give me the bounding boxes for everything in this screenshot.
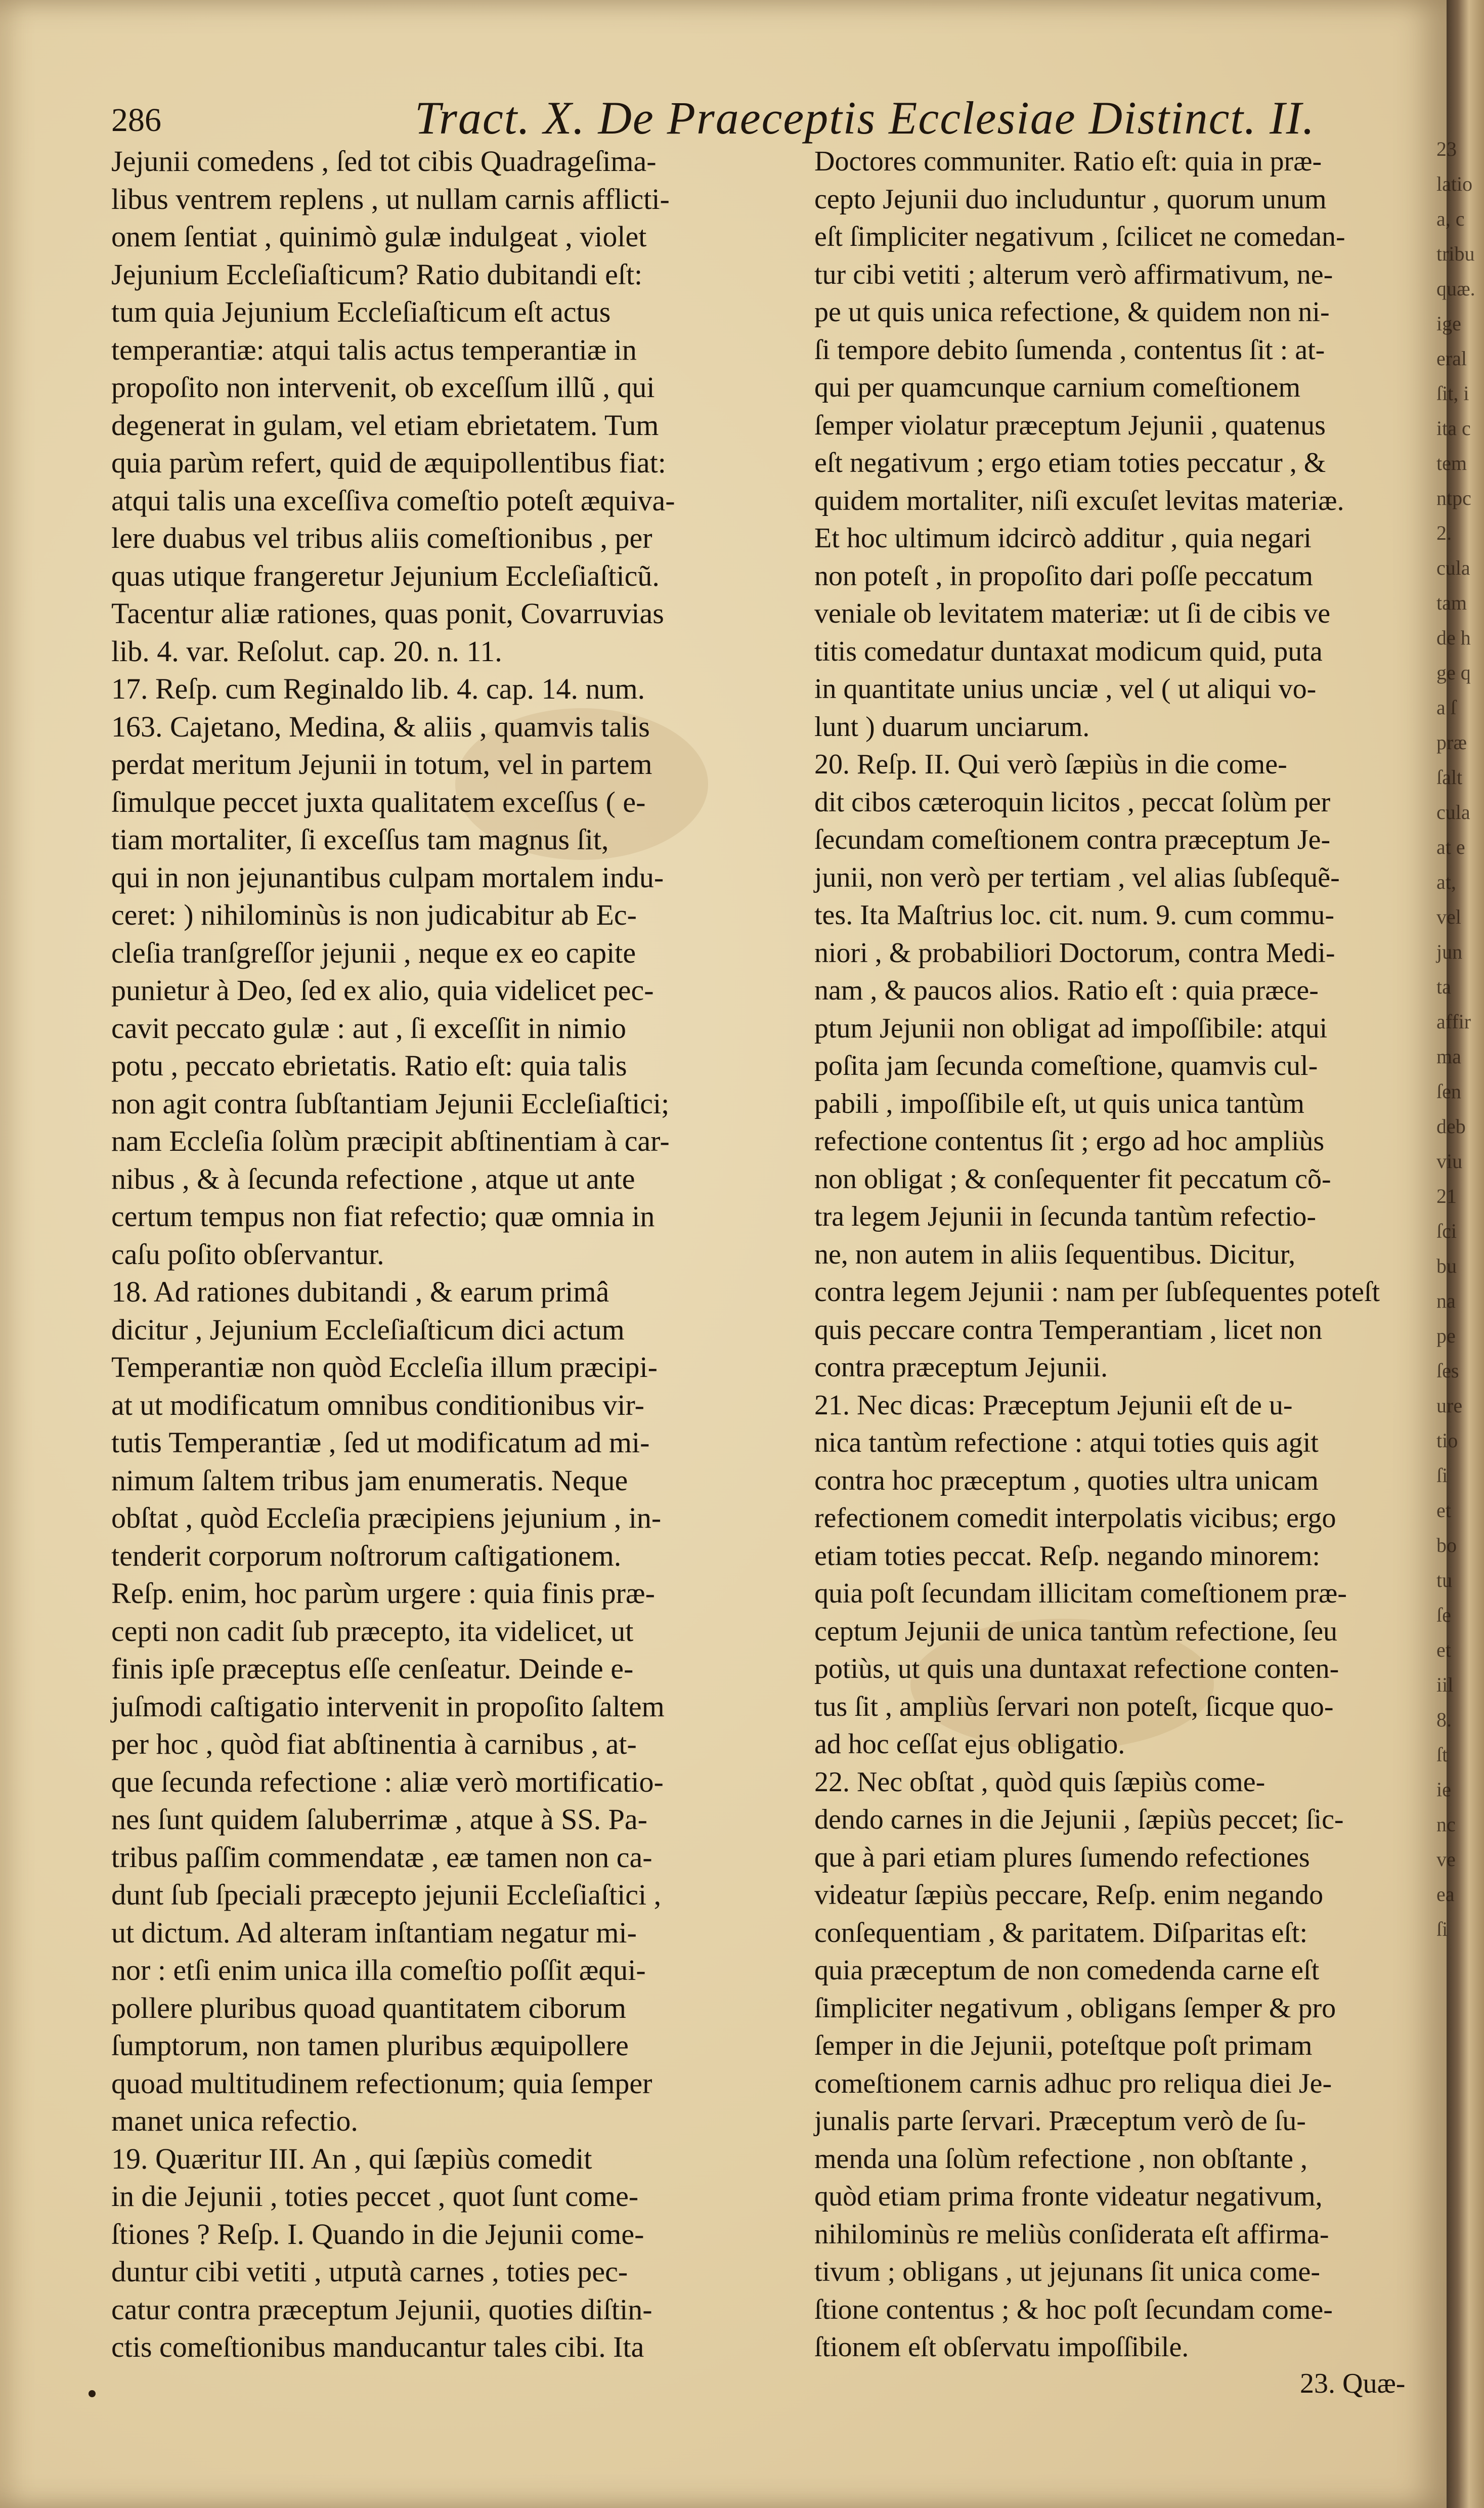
margin-fragment: vel bbox=[1436, 905, 1461, 928]
margin-fragment: ve bbox=[1436, 1848, 1456, 1871]
text-line: lunt ) duarum unciarum. bbox=[814, 711, 1090, 743]
text-line: nihilominùs re meliùs conſiderata eſt affirma- bbox=[814, 2218, 1329, 2250]
margin-fragment: ſit, i bbox=[1436, 382, 1469, 405]
text-line: tus ſit , ampliùs ſervari non poteſt, ſicque quo- bbox=[814, 1691, 1334, 1722]
text-line: ſemper violatur præceptum Jejunii , quatenus bbox=[814, 409, 1326, 441]
text-line: ceptum Jejunii de unica tantùm refectione, ſeu bbox=[814, 1615, 1338, 1647]
text-line: contra hoc præceptum , quoties ultra unicam bbox=[814, 1464, 1319, 1496]
text-line: 22. Nec obſtat , quòd quis ſæpiùs come- bbox=[814, 1766, 1265, 1798]
margin-fragment: tio bbox=[1436, 1429, 1458, 1452]
text-line: ptum Jejunii non obligat ad impoſſibile: atqui bbox=[814, 1012, 1328, 1044]
margin-fragment: ſes bbox=[1436, 1359, 1459, 1382]
text-line: non poteſt , in propoſito dari poſſe peccatum bbox=[814, 560, 1313, 592]
text-line: cepti non cadit ſub præcepto, ita videlicet, ut bbox=[111, 1614, 634, 1648]
text-line: eſt negativum ; ergo etiam toties peccatur , & bbox=[814, 447, 1326, 479]
text-line: potiùs, ut quis una duntaxat refectione conten- bbox=[814, 1653, 1339, 1684]
text-line: libus ventrem replens , ut nullam carnis afflicti- bbox=[111, 182, 670, 215]
text-line: in die Jejunii , toties peccet , quot ſunt come- bbox=[111, 2180, 639, 2213]
margin-fragment: et bbox=[1436, 1499, 1451, 1522]
margin-fragment: et bbox=[1436, 1638, 1451, 1661]
text-line: tra legem Jejunii in ſecunda tantùm refectio- bbox=[814, 1201, 1317, 1232]
text-line: tiam mortaliter, ſi exceſſus tam magnus ſit, bbox=[111, 823, 609, 856]
text-line: refectione contentus ſit ; ergo ad hoc ampliùs bbox=[814, 1126, 1325, 1157]
margin-fragment: ſt bbox=[1436, 1743, 1448, 1766]
margin-fragment: jun bbox=[1436, 940, 1463, 963]
text-line: comeſtionem carnis adhuc pro reliqua diei Je- bbox=[814, 2067, 1332, 2099]
margin-fragment: ſen bbox=[1436, 1080, 1461, 1103]
margin-fragment: 23 bbox=[1436, 138, 1457, 160]
margin-fragment: ge q bbox=[1436, 661, 1471, 684]
text-line: ſecundam comeſtionem contra præceptum Je- bbox=[814, 824, 1331, 855]
text-line: 17. Reſp. cum Reginaldo lib. 4. cap. 14. num. bbox=[111, 672, 645, 705]
text-line: ſi tempore debito ſumenda , contentus ſit : at- bbox=[814, 334, 1325, 366]
margin-fragment: ita c bbox=[1436, 417, 1471, 440]
margin-fragment: ea bbox=[1436, 1883, 1455, 1906]
margin-fragment: bu bbox=[1436, 1255, 1457, 1277]
text-line: pe ut quis unica refectione, & quidem non ni- bbox=[814, 296, 1330, 328]
text-line: cepto Jejunii duo includuntur , quorum unum bbox=[814, 183, 1327, 215]
margin-fragment: eral bbox=[1436, 347, 1467, 370]
text-line: qui in non jejunantibus culpam mortalem indu- bbox=[111, 860, 664, 894]
text-line: poſita jam ſecunda comeſtione, quamvis cul- bbox=[814, 1050, 1318, 1082]
text-line: 20. Reſp. II. Qui verò ſæpiùs in die come- bbox=[814, 749, 1287, 780]
text-line: ſtionem eſt obſervatu impoſſibile. bbox=[814, 2331, 1189, 2363]
text-line: ctis comeſtionibus manducantur tales cibi. Ita bbox=[111, 2330, 644, 2363]
text-line: videatur ſæpiùs peccare, Reſp. enim negando bbox=[814, 1879, 1324, 1911]
margin-fragment: 2. bbox=[1436, 522, 1452, 544]
text-line: nam Eccleſia ſolùm præcipit abſtinentiam à car- bbox=[111, 1125, 670, 1157]
text-line: junalis parte ſervari. Præceptum verò de ſu- bbox=[814, 2105, 1306, 2137]
text-line: temperantiæ: atqui talis actus temperantiæ in bbox=[111, 333, 637, 366]
text-line: 21. Nec dicas: Præceptum Jejunii eſt de u- bbox=[814, 1389, 1293, 1421]
text-line: nibus , & à ſecunda refectione , atque ut ante bbox=[111, 1162, 635, 1195]
text-line: niori , & probabiliori Doctorum, contra Medi- bbox=[814, 937, 1335, 969]
text-line: Doctores communiter. Ratio eſt: quia in præ- bbox=[814, 146, 1322, 177]
text-line: non agit contra ſubſtantiam Jejunii Eccleſiaſtici; bbox=[111, 1087, 670, 1120]
text-line: tutis Temperantiæ , ſed ut modificatum ad mi- bbox=[111, 1426, 650, 1459]
text-line: tes. Ita Maſtrius loc. cit. num. 9. cum commu- bbox=[814, 899, 1335, 931]
text-line: quidem mortaliter, niſi excuſet levitas materiæ. bbox=[814, 485, 1344, 516]
margin-fragment: ie bbox=[1436, 1778, 1451, 1801]
margin-fragment: 8. bbox=[1436, 1708, 1452, 1731]
margin-fragment: pe bbox=[1436, 1324, 1456, 1347]
text-line: contra præceptum Jejunii. bbox=[814, 1352, 1108, 1383]
margin-fragment: ſi bbox=[1436, 1918, 1448, 1940]
margin-fragment: cula bbox=[1436, 801, 1470, 824]
text-line: duntur cibi vetiti , utputà carnes , toties pec- bbox=[111, 2255, 628, 2288]
text-line: ad hoc ceſſat ejus obligatio. bbox=[814, 1728, 1125, 1760]
margin-fragment: ſe bbox=[1436, 1604, 1451, 1626]
margin-fragment: a ſ bbox=[1436, 696, 1456, 719]
text-line: nes ſunt quidem ſaluberrimæ , atque à SS. Pa- bbox=[111, 1803, 647, 1836]
text-line: cavit peccato gulæ : aut , ſi exceſſit in nimio bbox=[111, 1011, 626, 1045]
text-line: Reſp. enim, hoc parùm urgere : quia finis præ- bbox=[111, 1577, 655, 1610]
running-head: Tract. X. De Praeceptis Ecclesiae Distinct. II. bbox=[415, 92, 1316, 144]
margin-fragment: at e bbox=[1436, 836, 1465, 858]
right-column bbox=[814, 143, 1436, 2366]
text-line: tum quia Jejunium Eccleſiaſticum eſt actus bbox=[111, 295, 611, 328]
margin-fragment: tam bbox=[1436, 591, 1467, 614]
margin-fragment: quæ. bbox=[1436, 277, 1475, 300]
text-line: punietur à Deo, ſed ex alio, quia videlicet pec- bbox=[111, 974, 654, 1007]
text-line: quia parùm refert, quid de æquipollentibus fiat: bbox=[111, 446, 666, 479]
text-line: finis ipſe præceptus eſſe cenſeatur. Deinde e- bbox=[111, 1652, 634, 1685]
text-line: nimum ſaltem tribus jam enumeratis. Neque bbox=[111, 1463, 628, 1497]
margin-fragment: de h bbox=[1436, 626, 1471, 649]
text-line: quas utique frangeretur Jejunium Eccleſiaſticũ. bbox=[111, 559, 660, 592]
text-line: dicitur , Jejunium Eccleſiaſticum dici actum bbox=[111, 1313, 625, 1346]
text-line: ut dictum. Ad alteram inſtantiam negatur mi- bbox=[111, 1916, 637, 1949]
text-line: ſtiones ? Reſp. I. Quando in die Jejunii come- bbox=[111, 2217, 644, 2251]
text-line: manet unica refectio. bbox=[111, 2104, 358, 2137]
text-line: contra legem Jejunii : nam per ſubſequentes poteſt bbox=[814, 1276, 1380, 1308]
margin-fragment: tu bbox=[1436, 1569, 1453, 1591]
text-line: quis peccare contra Temperantiam , licet non bbox=[814, 1314, 1323, 1346]
text-line: degenerat in gulam, vel etiam ebrietatem. Tum bbox=[111, 408, 659, 442]
margin-fragment: ſci bbox=[1436, 1220, 1457, 1242]
margin-fragment: at, bbox=[1436, 871, 1456, 893]
text-line: Jejunium Eccleſiaſticum? Ratio dubitandi eſt: bbox=[111, 257, 643, 291]
text-line: ne, non autem in aliis ſequentibus. Dicitur, bbox=[814, 1238, 1296, 1270]
text-line: veniale ob levitatem materiæ: ut ſi de cibis ve bbox=[814, 598, 1331, 629]
text-line: pollere pluribus quoad quantitatem ciborum bbox=[111, 1991, 626, 2024]
margin-fragment: bo bbox=[1436, 1534, 1457, 1556]
text-line: atqui talis una exceſſiva comeſtio poteſt æquiva- bbox=[111, 484, 675, 517]
margin-fragment: deb bbox=[1436, 1115, 1466, 1138]
margin-fragment: ta bbox=[1436, 975, 1451, 998]
text-line: titis comedatur duntaxat modicum quid, puta bbox=[814, 635, 1323, 667]
catchword: 23. Quæ- bbox=[1300, 2368, 1406, 2399]
text-line: lib. 4. var. Reſolut. cap. 20. n. 11. bbox=[111, 634, 502, 668]
text-line: tivum ; obligans , ut jejunans ſit unica come- bbox=[814, 2256, 1321, 2287]
text-line: quia poſt ſecundam illicitam comeſtionem præ- bbox=[814, 1578, 1347, 1609]
text-line: at ut modificatum omnibus conditionibus vir- bbox=[111, 1388, 644, 1421]
margin-fragment: a, c bbox=[1436, 207, 1465, 230]
text-line: que à pari etiam plures ſumendo refectiones bbox=[814, 1841, 1310, 1873]
text-line: ſumptorum, non tamen pluribus æquipollere bbox=[111, 2029, 629, 2062]
margin-fragment: tribu bbox=[1436, 242, 1475, 265]
text-line: menda una ſolùm refectione , non obſtante , bbox=[814, 2143, 1308, 2175]
margin-fragment: tem bbox=[1436, 452, 1467, 474]
text-line: Tacentur aliæ rationes, quas ponit, Covarruvias bbox=[111, 597, 664, 630]
text-line: dunt ſub ſpeciali præcepto jejunii Eccleſiaſtici , bbox=[111, 1878, 662, 1911]
text-line: ſimpliciter negativum , obligans ſemper & pro bbox=[814, 1992, 1336, 2024]
text-line: caſu poſito obſervantur. bbox=[111, 1237, 384, 1271]
text-line: que ſecunda refectione : aliæ verò mortificatio- bbox=[111, 1765, 664, 1798]
text-line: nam , & paucos alios. Ratio eſt : quia præce- bbox=[814, 975, 1319, 1006]
text-line: propoſito non intervenit, ob exceſſum illũ , qui bbox=[111, 371, 655, 404]
text-line: juſmodi caſtigatio intervenit in propoſito ſaltem bbox=[111, 1690, 665, 1723]
margin-fragment: ma bbox=[1436, 1045, 1461, 1068]
text-line: etiam toties peccat. Reſp. negando minorem: bbox=[814, 1540, 1320, 1572]
margin-fragment: latio bbox=[1436, 172, 1473, 195]
text-line: potu , peccato ebrietatis. Ratio eſt: quia talis bbox=[111, 1049, 627, 1082]
text-line: 18. Ad rationes dubitandi , & earum primâ bbox=[111, 1275, 609, 1308]
margin-fragment: nc bbox=[1436, 1813, 1456, 1836]
text-line: tenderit corporum noſtrorum caſtigationem. bbox=[111, 1539, 622, 1572]
text-line: in quantitate unius unciæ , vel ( ut aliqui vo- bbox=[814, 673, 1317, 705]
margin-fragment: 21 bbox=[1436, 1185, 1457, 1207]
text-line: certum tempus non fiat refectio; quæ omnia in bbox=[111, 1200, 655, 1233]
text-line: quòd etiam prima fronte videatur negativum, bbox=[814, 2181, 1323, 2212]
text-line: ſemper in die Jejunii, poteſtque poſt primam bbox=[814, 2030, 1313, 2061]
text-line: perdat meritum Jejunii in totum, vel in partem bbox=[111, 748, 652, 781]
text-line: nor : etſi enim unica illa comeſtio poſſit æqui- bbox=[111, 1954, 646, 1986]
text-line: nica tantùm refectione : atqui toties quis agit bbox=[814, 1427, 1319, 1458]
text-line: tur cibi vetiti ; alterum verò affirmativum, ne- bbox=[814, 258, 1333, 290]
text-line: refectionem comedit interpolatis vicibus; ergo bbox=[814, 1502, 1336, 1534]
margin-fragment: ige bbox=[1436, 312, 1461, 335]
text-line: ſimulque peccet juxta qualitatem exceſſus ( e- bbox=[111, 785, 646, 818]
margin-fragment: affir bbox=[1436, 1010, 1471, 1033]
margin-fragment: viu bbox=[1436, 1150, 1463, 1173]
margin-fragment: iil bbox=[1436, 1673, 1454, 1696]
text-line: pabili , impoſſibile eſt, ut quis unica tantùm bbox=[814, 1088, 1304, 1119]
text-line: lere duabus vel tribus aliis comeſtionibus , per bbox=[111, 522, 652, 554]
text-line: catur contra præceptum Jejunii, quoties diſtin- bbox=[111, 2293, 652, 2326]
text-line: obſtat , quòd Eccleſia præcipiens jejunium , in- bbox=[111, 1501, 662, 1534]
text-line: Temperantiæ non quòd Eccleſia illum præcipi- bbox=[111, 1351, 658, 1383]
text-line: Jejunii comedens , ſed tot cibis Quadrageſima- bbox=[111, 145, 657, 178]
page-number: 286 bbox=[111, 102, 161, 139]
text-line: qui per quamcunque carnium comeſtionem bbox=[814, 372, 1301, 403]
margin-fragment: ſalt bbox=[1436, 766, 1463, 789]
margin-fragment: cula bbox=[1436, 556, 1470, 579]
text-line: ceret: ) nihilominùs is non judicabitur ab Ec- bbox=[111, 898, 637, 931]
text-line: eſt ſimpliciter negativum , ſcilicet ne comedan- bbox=[814, 221, 1345, 252]
margin-fragment: præ bbox=[1436, 731, 1467, 754]
text-line: per hoc , quòd fiat abſtinentia à carnibus , at- bbox=[111, 1727, 637, 1760]
text-line: dendo carnes in die Jejunii , ſæpiùs peccet; ſic- bbox=[814, 1804, 1344, 1835]
margin-fragment: ſi bbox=[1436, 1464, 1448, 1487]
text-line: onem ſentiat , quinimò gulæ indulgeat , violet bbox=[111, 220, 647, 253]
text-line: quia præceptum de non comedenda carne eſt bbox=[814, 1955, 1320, 1986]
text-line: non obligat ; & conſequenter fit peccatum cõ- bbox=[814, 1163, 1331, 1195]
text-line: Et hoc ultimum idcircò additur , quia negari bbox=[814, 523, 1312, 554]
text-line: tribus paſſim commendatæ , eæ tamen non ca- bbox=[111, 1840, 652, 1874]
text-line: conſequentiam , & paritatem. Diſparitas eſt: bbox=[814, 1917, 1308, 1949]
text-line: 19. Quæritur III. An , qui ſæpiùs comedit bbox=[111, 2142, 592, 2175]
margin-fragment: ntpc bbox=[1436, 487, 1471, 509]
text-line: junii, non verò per tertiam , vel alias ſubſequẽ- bbox=[814, 861, 1340, 893]
text-line: ſtione contentus ; & hoc poſt ſecundam come- bbox=[814, 2294, 1333, 2325]
next-page-margin bbox=[1436, 132, 1475, 2408]
text-line: dit cibos cæteroquin licitos , peccat ſolùm per bbox=[814, 786, 1331, 818]
margin-fragment: ure bbox=[1436, 1394, 1463, 1417]
margin-fragment: na bbox=[1436, 1289, 1456, 1312]
text-line: cleſia tranſgreſſor jejunii , neque ex eo capite bbox=[111, 936, 636, 969]
left-column bbox=[111, 143, 774, 2366]
text-line: 163. Cajetano, Medina, & aliis , quamvis talis bbox=[111, 710, 650, 743]
text-line: quoad multitudinem refectionum; quia ſemper bbox=[111, 2066, 652, 2100]
ink-dot bbox=[89, 2390, 96, 2397]
